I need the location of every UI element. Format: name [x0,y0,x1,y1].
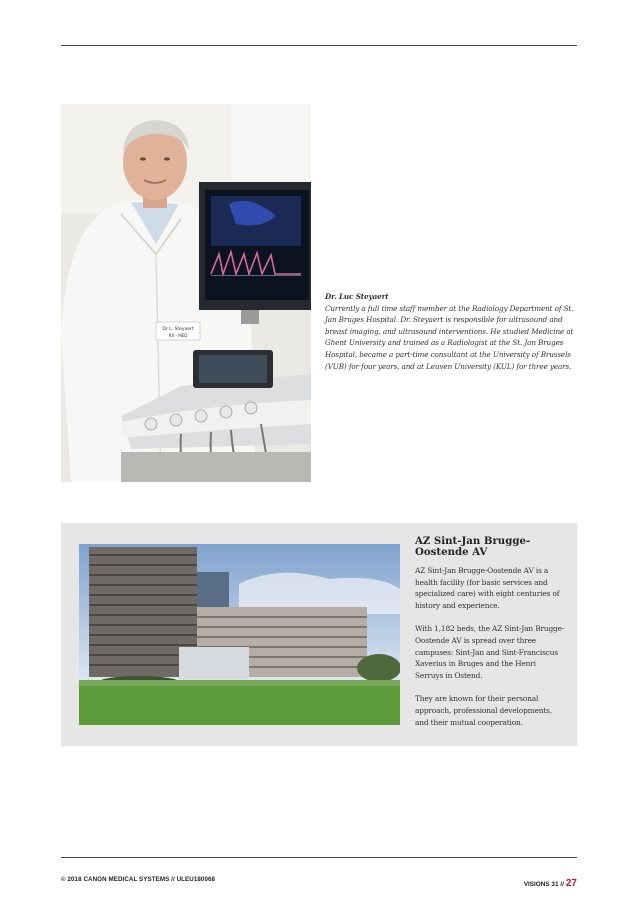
footer-page-info [524,873,577,891]
hospital-info-box [61,523,577,746]
hospital-title: AZ Sint-Jan Brugge-Oostende AV [415,535,531,559]
hospital-text [415,536,565,739]
caption-name: Dr. Luc Steyaert [325,292,389,301]
doctor-photo [61,104,311,482]
top-rule [61,45,577,46]
page-number: 27 [565,878,577,889]
magazine-label: VISIONS 31 // [523,881,564,888]
bottom-rule [61,857,577,858]
hospital-paragraph-1: AZ Sint-Jan Brugge-Oostende AV is a health facility (for basic services and specialized care) with eight centuries of history and experience. [415,565,560,611]
badge-line-2: RX - MED [168,333,188,338]
footer-copyright: © 2018 CANON MEDICAL SYSTEMS // ULEU180068 [61,876,216,883]
hospital-paragraph-2: With 1,182 beds, the AZ Sint-Jan Brugge-Oostende AV is spread over three campuses: Sint-Jan and Sint-Franciscus Xaverius in Bruges and the Henri Serruys in Ostend. [415,624,565,681]
hospital-photo [79,544,400,725]
doctor-caption [325,291,577,372]
caption-text: Currently a full time staff member at the Radiology Department of St. Jan Bruges Hospital. Dr. Steyaert is responsible for ultrasound and breast imaging, and ultrasound interventions. He studied Medicine at Ghent University and trained as a Radiologist at the St. Jan Bruges Hospital, became a part-time consultant at the University of Brussels (VUB) for four years, and at Leuven University (KUL) for three years. [325,303,574,371]
hospital-paragraph-3: They are known for their personal approach, professional developments, and their mutual cooperation. [415,693,553,727]
badge-line-1: Dr L. Steyaert [162,327,194,332]
